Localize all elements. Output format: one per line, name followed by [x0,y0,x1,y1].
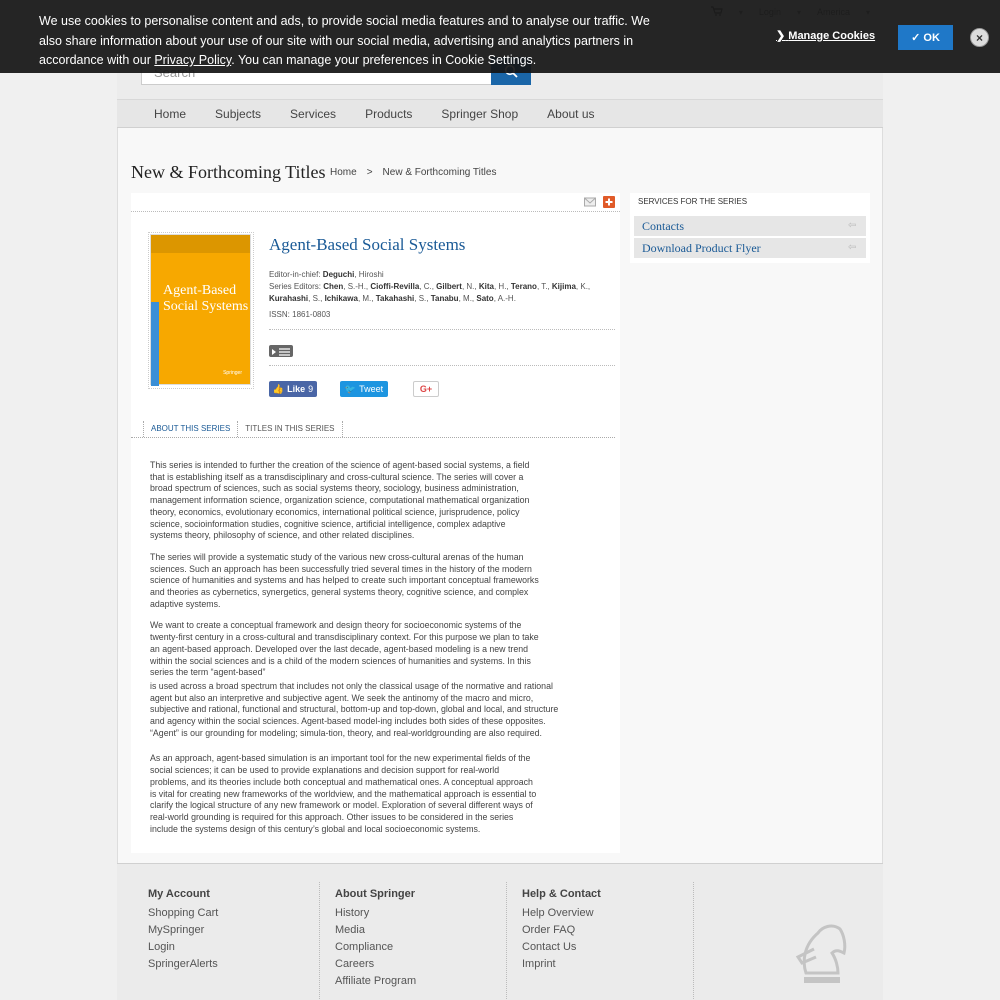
sidebar-heading: SERVICES FOR THE SERIES [638,197,748,206]
nav-about-us[interactable]: About us [547,107,595,121]
cover-side-bar [151,302,159,386]
springer-knight-logo [792,921,852,991]
footer-link-history[interactable]: History [335,907,370,920]
series-editor-name: Cioffi-Revilla [370,282,420,291]
footer-link-imprint[interactable]: Imprint [522,958,556,971]
series-editor-name: Tanabu [430,294,459,303]
footer-heading: My Account [148,888,210,900]
footer-link-myspringer[interactable]: MySpringer [148,924,205,937]
footer-link-affiliate-program[interactable]: Affiliate Program [335,975,417,988]
about-series-text [150,460,558,845]
footer-link-media[interactable]: Media [335,924,365,937]
about-paragraph: is used across a broad spectrum that includes not only the classical usage of the normative and rational agent but also an interpretive and subjective agent. We seek the antinomy of the macro and micro, subjective and rational, functional and structural, bottom-up and top-down, global and local, and structure and agency within the social sciences. Agent-based model-ing includes both sides of these opposites. “Agent” is our grounding for modeling; simula-tion, theory, and real-worldgrounding are also required. [150,680,559,738]
footer-link-order-faq[interactable]: Order FAQ [522,924,576,937]
footer-divider [319,882,320,1000]
series-editor-initials: , M., [357,294,376,303]
nav-subjects[interactable]: Subjects [215,107,262,121]
series-editor-initials: , S.-H., [343,282,371,291]
footer [117,863,883,1000]
series-editor-initials: , A.-H. [493,294,516,303]
services-sidebar [630,193,870,263]
divider [269,365,615,366]
series-editor-name: Kita [478,282,494,291]
series-title: Agent-Based Social Systems [269,235,466,254]
series-editor-initials: , S., [414,294,431,303]
share-plus-icon[interactable] [603,196,615,208]
series-editor-name: Kurahashi [269,294,309,303]
series-editor-name: Takahashi [375,294,415,303]
google-plus-button[interactable]: G+ [413,381,439,397]
facebook-like-button[interactable]: 👍 Like 9 [269,381,317,397]
breadcrumb-separator: > [366,167,373,178]
tab-about-this-series[interactable]: ABOUT THIS SERIES [143,421,237,437]
series-editor-initials: , S., [308,294,325,303]
tab-titles-in-this-series[interactable]: TITLES IN THIS SERIES [237,421,342,437]
cookie-banner [0,0,1000,73]
page-title: New & Forthcoming Titles [131,162,326,182]
series-editor-initials: , K., [575,282,591,291]
email-icon[interactable] [584,196,596,208]
series-editor-initials: , C., [419,282,437,291]
privacy-policy-link[interactable]: Privacy Policy [154,53,232,67]
series-editor-name: Sato [476,294,494,303]
cookie-ok-button[interactable]: ✓ OK [898,25,953,50]
about-paragraph: We want to create a conceptual framework and design theory for socioeconomic systems of the twenty-first century in a cross-cultural and transdisciplinary context. For this purpose we plan to take an agent-based approach. Developed over the last decade, agent-based modeling is a new trend within the social sciences and is a child of the modern sciences of humanities and systems. In this series the term “agent-based” [150,620,539,678]
tweet-button[interactable]: 🐦 Tweet [340,381,388,397]
series-editor-initials: , N., [461,282,479,291]
series-editor-initials: , T., [536,282,552,291]
cookie-message: We use cookies to personalise content and ads, to provide social media features and to analyse our traffic. We also share information about your use of our site with our social media, advertising and analytics partners in accordance with our Privacy Policy. You can manage your preferences in Cookie Settings. [39,14,650,67]
toc-icon[interactable] [269,345,293,357]
series-cover-image[interactable] [150,234,251,385]
sidebar-item-download-flyer[interactable]: Download Product Flyer ⇦ [634,238,866,258]
series-editor-name: Ichikawa [324,294,358,303]
footer-link-contact-us[interactable]: Contact Us [522,941,577,954]
twitter-bird-icon: 🐦 [344,383,357,394]
facebook-thumb-icon: 👍 [272,383,285,394]
close-icon[interactable]: × [970,28,989,47]
main-nav [117,100,883,128]
back-arrow-icon: ⇦ [848,242,857,253]
panel-toolbar [131,193,620,212]
footer-link-shopping-cart[interactable]: Shopping Cart [148,907,219,920]
cover-top-stripe [151,235,250,253]
chevron-right-icon: ❯ [776,30,786,42]
back-arrow-icon: ⇦ [848,220,857,231]
nav-services[interactable]: Services [290,107,337,121]
footer-link-careers[interactable]: Careers [335,958,375,971]
nav-home[interactable]: Home [154,107,187,121]
cover-publisher: Springer [223,370,242,376]
series-panel [131,193,620,853]
footer-help-contact [522,886,601,973]
series-editor-initials: , M., [458,294,477,303]
sidebar-item-contacts[interactable]: Contacts ⇦ [634,216,866,236]
footer-about-springer [335,886,416,991]
breadcrumb [330,167,496,178]
series-tabs [131,421,615,438]
series-editors: Editor-in-chief: Deguchi, Hiroshi Series Editors: Chen, S.-H., Cioffi-Revilla, C., Gilbert, N., Kita, H., Terano, T., Kijima, K., Kurahashi, S., Ichikawa, M., Takahashi, S., Tanabu, M., Sato, A.-H. [269,270,591,303]
about-paragraph: This series is intended to further the creation of the science of agent-based social systems, a field that is establishing itself as a transdisciplinary and cross-cultural science. The series will cover a broad spectrum of sciences, such as social systems theory, sociology, business administration, management information science, organization science, computational mathematical organization theory, economics, evolutionary economics, international political science, jurisprudence, policy science, socioinformation studies, cognitive science, artificial intelligence, complex adaptive systems theory, philosophy of science, and other related disciplines. [150,460,530,541]
about-paragraph: As an approach, agent-based simulation is an important tool for the new experimental fields of the social sciences; it can be used to provide explanations and decision support for real-world problems, and its theories include both conceptual and mathematical ones. A conceptual approach is vital for creating new frameworks of the worldview, and the mathematical approach is essential to clarify the logical structure of any new framework or model. Exploration of several different ways of real-world grounding is required for this approach. Other issues to be considered in the series include the systems design of this century’s global and local socioeconomic systems. [150,753,537,834]
nav-products[interactable]: Products [365,107,413,121]
about-paragraph: The series will provide a systematic study of the various new cross-cultural arenas of the human sciences. Such an approach has been successfully tried several times in the history of the modern science of humanities and systems and has helped to create such important conceptual frameworks and theories as cybernetics, synergetics, general systems theory, cognitive science, and complex adaptive systems. [150,551,539,609]
cover-title: Agent-Based Social Systems [163,283,249,314]
footer-link-help-overview[interactable]: Help Overview [522,907,594,920]
footer-link-springeralerts[interactable]: SpringerAlerts [148,958,218,971]
series-issn: ISSN: 1861-0803 [269,310,331,319]
series-editor-initials: , H., [493,282,511,291]
footer-heading: Help & Contact [522,888,601,900]
footer-heading: About Springer [335,888,416,900]
footer-divider [693,882,694,1000]
manage-cookies-link[interactable]: ❯ Manage Cookies [776,30,876,42]
footer-divider [506,882,507,1000]
series-editor-name: Kijima [551,282,576,291]
divider [269,329,615,330]
series-editor-name: Terano [510,282,537,291]
nav-springer-shop[interactable]: Springer Shop [441,107,519,121]
breadcrumb-home[interactable]: Home [330,167,357,178]
footer-my-account [148,886,218,973]
footer-link-login[interactable]: Login [148,941,175,954]
series-editor-name: Chen [323,282,344,291]
series-editor-name: Gilbert [436,282,462,291]
footer-link-compliance[interactable]: Compliance [335,941,394,954]
breadcrumb-current: New & Forthcoming Titles [382,167,497,178]
